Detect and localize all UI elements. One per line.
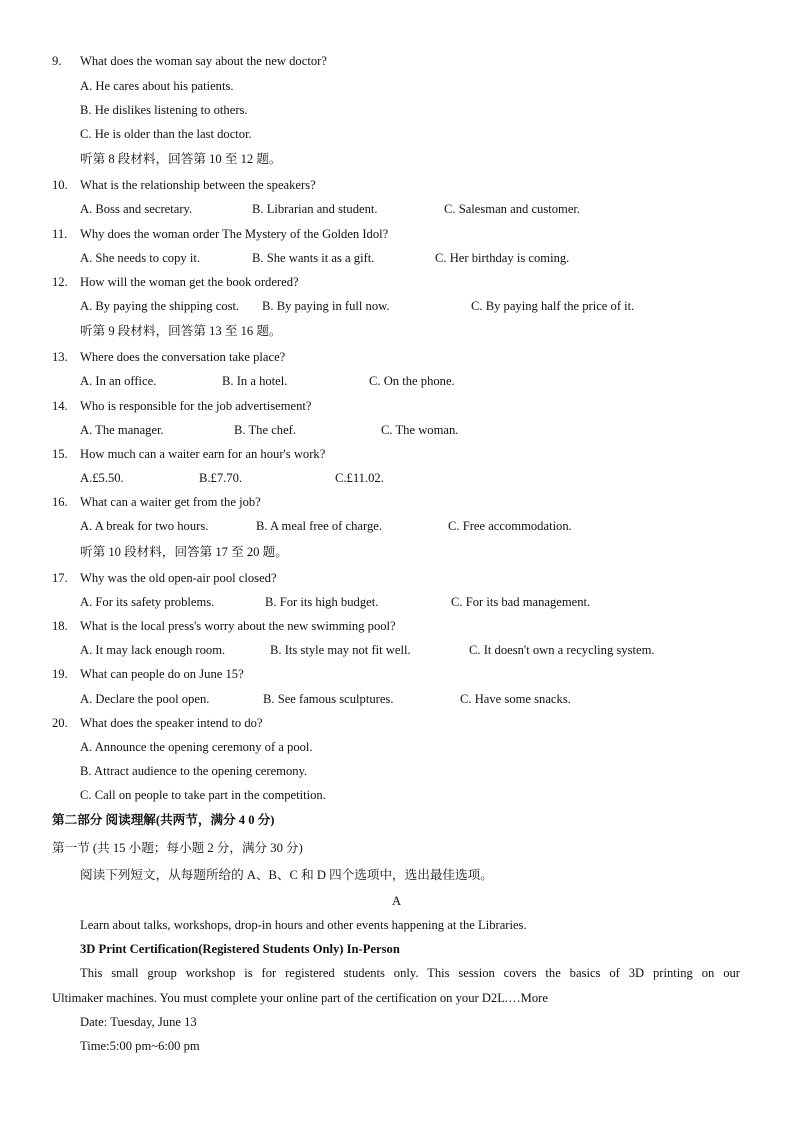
part-heading: 第二部分 阅读理解(共两节，满分 4 0 分) <box>52 813 275 827</box>
question-text: Why was the old open-air pool closed? <box>80 571 277 585</box>
option-b: B. In a hotel. <box>222 374 288 388</box>
passage-body-line: This small group workshop is for registered students only. This session covers the basics of 3D printing on our <box>80 966 740 980</box>
option-a: A. By paying the shipping cost. <box>80 299 240 313</box>
option-b: B. A meal free of charge. <box>256 519 383 533</box>
question-number: 18. <box>52 619 68 633</box>
option-a: A. For its safety problems. <box>80 595 215 609</box>
question-number: 11. <box>52 227 68 241</box>
option-c: C. Have some snacks. <box>460 692 571 706</box>
section-heading: 第一节 (共 15 小题；每小题 2 分，满分 30 分) <box>52 841 303 855</box>
option-c: C. Salesman and customer. <box>444 202 581 216</box>
question-text: How much can a waiter earn for an hour's work? <box>80 447 326 461</box>
question-text: Where does the conversation take place? <box>80 350 286 364</box>
question-text: What can a waiter get from the job? <box>80 495 261 509</box>
option-c: C. The woman. <box>381 423 459 437</box>
question-text: What is the relationship between the speakers? <box>80 178 316 192</box>
option-c: C. On the phone. <box>369 374 455 388</box>
question-number: 16. <box>52 495 68 509</box>
question-text: Who is responsible for the job advertisement? <box>80 399 312 413</box>
option-a: A. Boss and secretary. <box>80 202 193 216</box>
option-b: B. By paying in full now. <box>262 299 390 313</box>
option-b: B. Attract audience to the opening ceremony. <box>80 764 308 778</box>
question-number: 15. <box>52 447 68 461</box>
question-number: 12. <box>52 275 68 289</box>
option-a: A. In an office. <box>80 374 157 388</box>
section-instruction: 听第 8 段材料，回答第 10 至 12 题。 <box>80 152 282 166</box>
option-b: B. She wants it as a gift. <box>252 251 375 265</box>
question-text: What is the local press's worry about the new swimming pool? <box>80 619 396 633</box>
question-number: 17. <box>52 571 68 585</box>
option-a: A. Declare the pool open. <box>80 692 210 706</box>
passage-label: A <box>391 894 402 908</box>
option-b: B. Librarian and student. <box>252 202 378 216</box>
option-a: A. She needs to copy it. <box>80 251 200 265</box>
option-c: C. He is older than the last doctor. <box>80 127 252 141</box>
event-time: Time:5:00 pm~6:00 pm <box>80 1039 200 1053</box>
section-instruction: 听第 10 段材料，回答第 17 至 20 题。 <box>80 545 288 559</box>
option-b: B. Its style may not fit well. <box>270 643 411 657</box>
option-b: B. The chef. <box>234 423 297 437</box>
option-a: A. It may lack enough room. <box>80 643 226 657</box>
question-text: What does the speaker intend to do? <box>80 716 263 730</box>
option-c: C. Free accommodation. <box>448 519 572 533</box>
option-a: A. He cares about his patients. <box>80 79 234 93</box>
question-number: 19. <box>52 667 68 681</box>
question-number: 14. <box>52 399 68 413</box>
question-text: How will the woman get the book ordered? <box>80 275 299 289</box>
option-a: A. A break for two hours. <box>80 519 209 533</box>
question-number: 20. <box>52 716 68 730</box>
option-b: B. See famous sculptures. <box>263 692 394 706</box>
section-instruction: 听第 9 段材料，回答第 13 至 16 题。 <box>80 324 282 338</box>
event-heading: 3D Print Certification(Registered Students Only) In-Person <box>80 942 400 956</box>
option-c: C. Call on people to take part in the competition. <box>80 788 326 802</box>
question-text: What can people do on June 15? <box>80 667 244 681</box>
option-a: A. Announce the opening ceremony of a pool. <box>80 740 313 754</box>
question-number: 10. <box>52 178 68 192</box>
passage-body-line: Ultimaker machines. You must complete your online part of the certification on your D2L.…More <box>52 991 548 1005</box>
passage-intro: Learn about talks, workshops, drop-in hours and other events happening at the Libraries. <box>80 918 527 932</box>
option-c: C. It doesn't own a recycling system. <box>469 643 655 657</box>
reading-instruction: 阅读下列短文，从每题所给的 A、B、C 和 D 四个选项中，选出最佳选项。 <box>80 868 493 882</box>
option-b: B. For its high budget. <box>265 595 379 609</box>
option-c: C. For its bad management. <box>451 595 591 609</box>
option-b: B.£7.70. <box>199 471 243 485</box>
option-c: C.£11.02. <box>335 471 384 485</box>
option-b: B. He dislikes listening to others. <box>80 103 248 117</box>
question-number: 13. <box>52 350 68 364</box>
question-number: 9. <box>52 54 62 68</box>
question-text: What does the woman say about the new doctor? <box>80 54 327 68</box>
option-a: A. The manager. <box>80 423 164 437</box>
question-text: Why does the woman order The Mystery of the Golden Idol? <box>80 227 389 241</box>
option-c: C. Her birthday is coming. <box>435 251 570 265</box>
option-a: A.£5.50. <box>80 471 124 485</box>
event-date: Date: Tuesday, June 13 <box>80 1015 197 1029</box>
option-c: C. By paying half the price of it. <box>471 299 635 313</box>
